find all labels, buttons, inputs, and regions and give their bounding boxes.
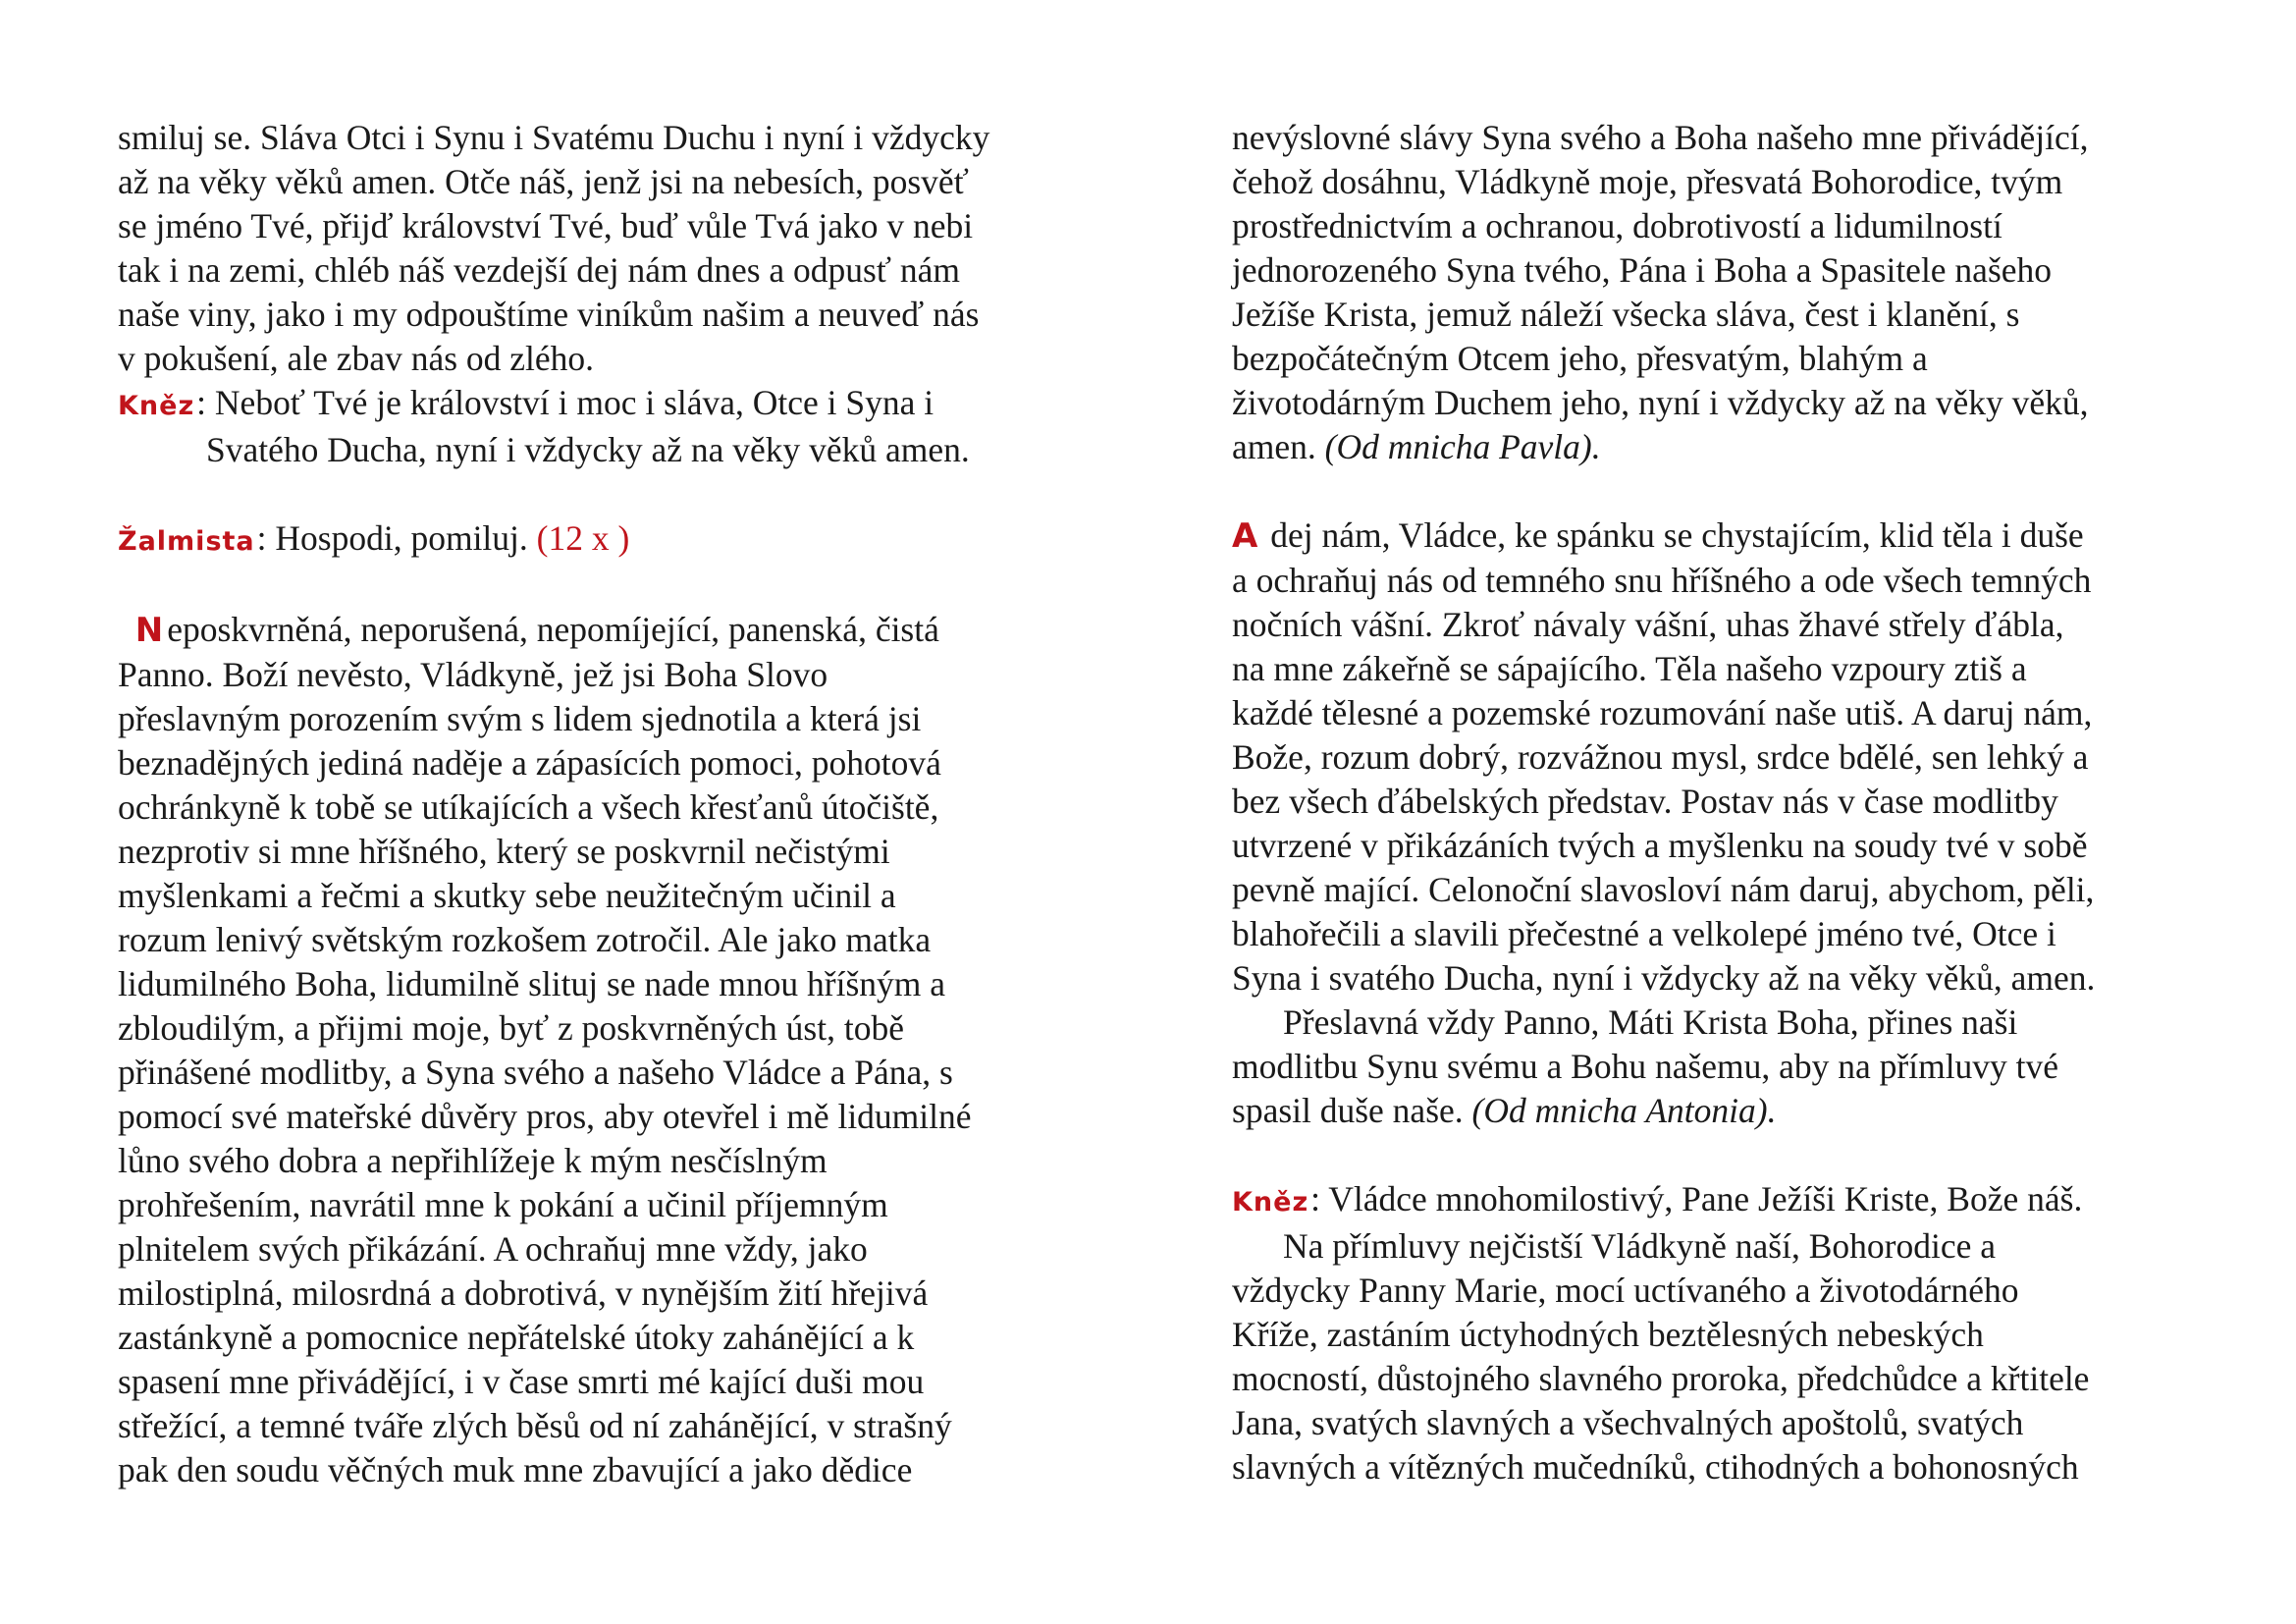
text-line: Přeslavná vždy Panno, Máti Krista Boha, přines naši (1283, 1002, 2018, 1042)
text-line: zbloudilým, a přijmi moje, byť z poskvrněných úst, tobě (118, 1008, 904, 1048)
text-line: nezprotiv si mne hříšného, který se poskvrnil nečistými (118, 832, 890, 871)
priest-rubric: Kněz (1232, 1187, 1309, 1218)
text-line: přinášené modlitby, a Syna svého a našeho Vládce a Pána, s (118, 1053, 953, 1092)
text-line: myšlenkami a řečmi a skutky sebe neužitečným učinil a (118, 876, 896, 915)
psalmist-response (118, 516, 1109, 564)
prayer-block (118, 608, 1109, 1492)
text-line: bezpočátečným Otcem jeho, přesvatým, blahým a (1232, 339, 1928, 378)
text-line: N eposkvrněná, neporušená, nepomíjející, panenská, čistá (134, 610, 939, 650)
text-line: střežící, a temné tváře zlých běsů od ní zahánějící, v strašný (118, 1406, 952, 1445)
text-line: vždycky Panny Marie, mocí uctívaného a životodárného (1232, 1271, 2019, 1310)
text-line: mocností, důstojného slavného proroka, předchůdce a křtitele (1232, 1359, 2090, 1398)
text-line: Ježíše Krista, jemuž náleží všecka sláva, čest i klanění, s (1232, 295, 2020, 334)
text-line: Na přímluvy nejčistší Vládkyně naší, Bohorodice a (1283, 1226, 1996, 1266)
text-line: nevýslovné slávy Syna svého a Boha našeho mne přivádějící, (1232, 118, 2089, 157)
text-line: nočních vášní. Zkroť návaly vášní, uhas žhavé střely ďábla, (1232, 605, 2064, 644)
text-line: lidumilného Boha, lidumilně slituj se nade mnou hříšným a (118, 964, 946, 1003)
priest-text: Neboť Tvé je království i moc i sláva, Otce i Syna i (214, 383, 934, 422)
priest-response (118, 381, 1109, 472)
text-line: Žalmista: Hospodi, pomiluj. (12 x ) (118, 518, 630, 558)
text-line: rozum lenivý světským rozkošem zotročil. Ale jako matka (118, 920, 932, 959)
text-line: pomocí své mateřské důvěry pros, aby otevřel i mě lidumilné (118, 1097, 972, 1136)
text-line: pevně mající. Celonoční slavosloví nám daruj, abychom, pěli, (1232, 870, 2095, 909)
text-line: Kněz: Vládce mnohomilostivý, Pane Ježíši Kriste, Bože náš. (1232, 1179, 2083, 1218)
right-opening-block (1232, 116, 2204, 469)
repeat-count: (12 x ) (536, 518, 630, 558)
attribution: (Od mnicha Pavla). (1324, 427, 1601, 466)
spacer (1232, 469, 2204, 514)
spacer (118, 564, 1109, 608)
text-line: se jméno Tvé, přijď království Tvé, buď vůle Tvá jako v nebi (118, 206, 974, 245)
text-line: v pokušení, ale zbav nás od zlého. (118, 339, 595, 378)
text-line: přeslavným porozením svým s lidem sjednotila a která jsi (118, 699, 922, 738)
text-line: Syna i svatého Ducha, nyní i vždycky až na věky věků, amen. (1232, 958, 2096, 998)
text-line: amen. (Od mnicha Pavla). (1232, 427, 1601, 466)
initial-letter: A (1232, 516, 1258, 556)
text-line: smiluj se. Sláva Otci i Synu i Svatému Duchu i nyní i vždycky (118, 118, 990, 157)
text-line: Panno. Boží nevěsto, Vládkyně, jež jsi Boha Slovo (118, 655, 828, 694)
initial-letter: N (134, 611, 164, 650)
text-line: A dej nám, Vládce, ke spánku se chystajícím, klid těla i duše (1232, 515, 2084, 556)
text-line: Bože, rozum dobrý, rozvážnou mysl, srdce bdělé, sen lehký a (1232, 737, 2089, 777)
text-line: lůno svého dobra a nepřihlížeje k mým nesčíslným (118, 1141, 828, 1180)
right-page (1232, 116, 2204, 1489)
text-line: Jana, svatých slavných a všechvalných apoštolů, svatých (1232, 1403, 2024, 1442)
text-line: životodárným Duchem jeho, nyní i vždycky až na věky věků, (1232, 383, 2089, 422)
spacer (1232, 1133, 2204, 1177)
text-line: spasil duše naše. (Od mnicha Antonia). (1232, 1091, 1777, 1130)
text-line: beznadějných jediná naděje a zápasících pomoci, pohotová (118, 743, 941, 783)
text-line: bez všech ďábelských představ. Postav nás v čase modlitby (1232, 782, 2058, 821)
text-line: na mne zákeřně se sápajícího. Těla našeho vzpoury ztiš a (1232, 649, 2027, 688)
text-line: pak den soudu věčných muk mne zbavující a jako dědice (118, 1450, 913, 1489)
dismissal-block (1232, 1177, 2204, 1489)
text-line: Kříže, zastáním úctyhodných beztělesných nebeských (1232, 1315, 1984, 1354)
priest-rubric: Kněz (118, 391, 195, 421)
text-line: utvrzené v přikázáních tvých a myšlenku na soudy tvé v sobě (1232, 826, 2088, 865)
psalmist-text: Hospodi, pomiluj. (275, 518, 528, 558)
priest-text: Vládce mnohomilostivý, Pane Ježíši Kriste, Bože náš. (1328, 1179, 2083, 1218)
attribution: (Od mnicha Antonia). (1471, 1091, 1777, 1130)
text-line: blahořečili a slavili přečestné a velkolepé jméno tvé, Otce i (1232, 914, 2056, 953)
text-line: každé tělesné a pozemské rozumování naše utiš. A daruj nám, (1232, 693, 2093, 732)
text-line: jednorozeného Syna tvého, Pána i Boha a Spasitele našeho (1232, 250, 2053, 290)
text-line: čehož dosáhnu, Vládkyně moje, přesvatá Bohorodice, tvým (1232, 162, 2063, 201)
text-line: Kněz: Neboť Tvé je království i moc i sláva, Otce i Syna i (118, 383, 934, 422)
text-line: až na věky věků amen. Otče náš, jenž jsi na nebesích, posvěť (118, 162, 969, 201)
text-line: spasení mne přivádějící, i v čase smrti mé kající duši mou (118, 1362, 925, 1401)
text-line: prohřešením, navrátil mne k pokání a učinil příjemným (118, 1185, 888, 1224)
text-line: slavných a vítězných mučedníků, ctihodných a bohonosných (1232, 1447, 2079, 1487)
left-page (118, 116, 1109, 1492)
text-line: modlitbu Synu svému a Bohu našemu, aby na přímluvy tvé (1232, 1047, 2059, 1086)
text-line: ochránkyně k tobě se utíkajících a všech křesťanů útočiště, (118, 787, 939, 827)
spacer (118, 472, 1109, 516)
text-line: milostiplná, milosrdná a dobrotivá, v nynějším žití hřejivá (118, 1273, 929, 1313)
left-opening-block (118, 116, 1109, 381)
text-line: Svatého Ducha, nyní i vždycky až na věky věků amen. (206, 430, 970, 469)
text-line: tak i na zemi, chléb náš vezdejší dej nám dnes a odpusť nám (118, 250, 961, 290)
evening-prayer-block (1232, 514, 2204, 1133)
psalmist-rubric: Žalmista (118, 526, 255, 557)
text-line: zastánkyně a pomocnice nepřátelské útoky zahánějící a k (118, 1318, 915, 1357)
text-line: prostřednictvím a ochranou, dobrotivostí a lidumilností (1232, 206, 2002, 245)
text-line: plnitelem svých přikázání. A ochraňuj mne vždy, jako (118, 1229, 868, 1269)
text-line: naše viny, jako i my odpouštíme viníkům našim a neuveď nás (118, 295, 980, 334)
text-line: a ochraňuj nás od temného snu hříšného a ode všech temných (1232, 561, 2092, 600)
